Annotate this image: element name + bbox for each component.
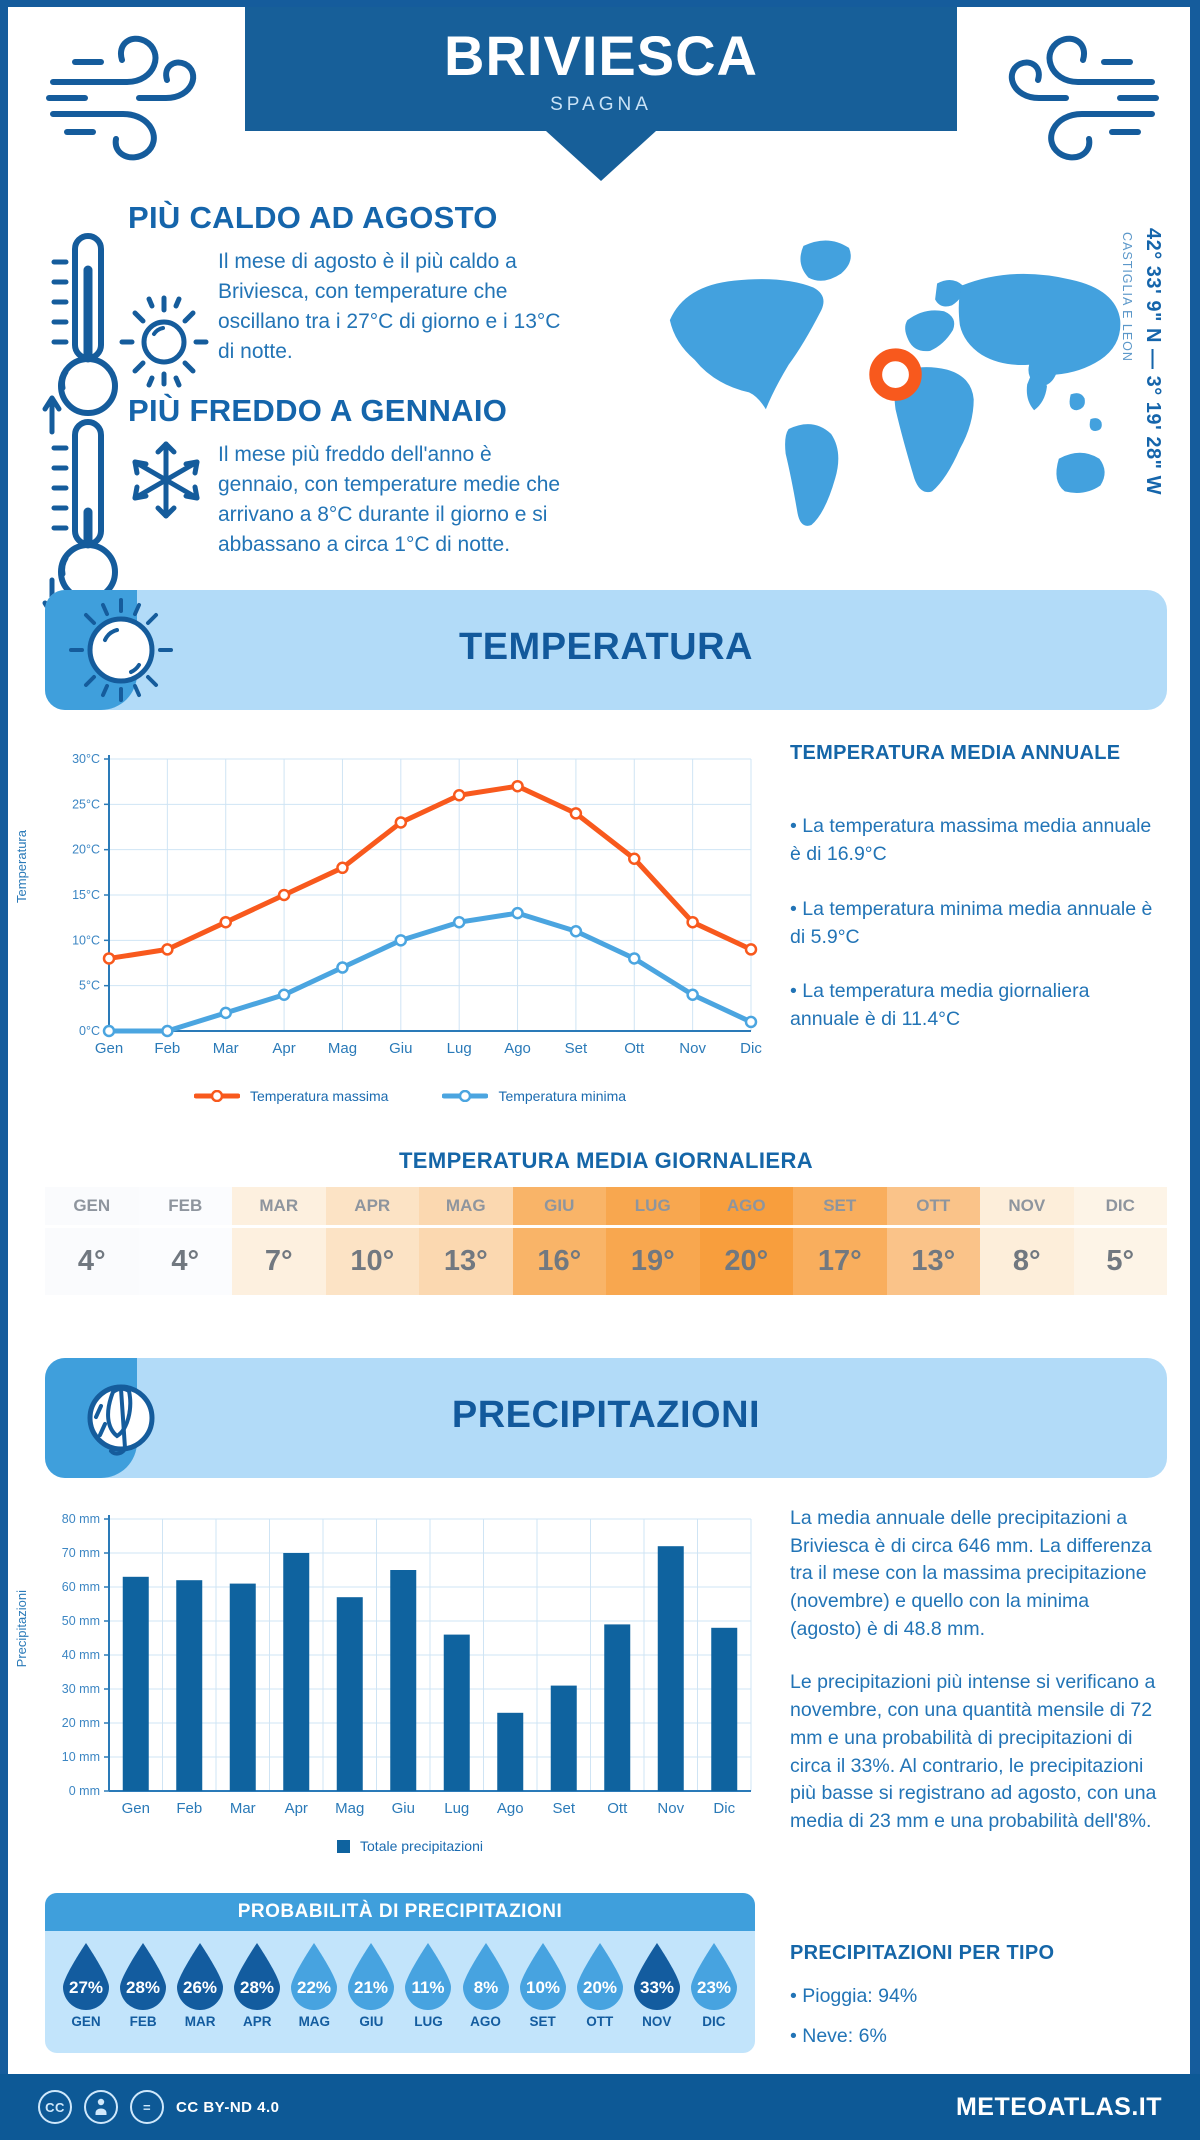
- daily-temp-column: [606, 1187, 700, 1295]
- bullet-item: • La temperatura massima media annuale è di 16.9°C: [790, 815, 1152, 866]
- svg-text:Gen: Gen: [94, 1040, 124, 1057]
- svg-text:Ago: Ago: [496, 1800, 524, 1817]
- month-label: DIC: [1074, 1187, 1168, 1225]
- bullet-item: • La temperatura media giornaliera annuale è di 11.4°C: [790, 980, 1090, 1031]
- daily-temp-column: [45, 1187, 139, 1295]
- paragraph: Le precipitazioni più intense si verificano a novembre, con una quantità mensile di 72 mm e una probabilità di precipitazioni di circa il 33%. Al contrario, le precipitazioni più basse si registrano ad agosto, con una media di 23 mm e una probabilità dell'8%.: [790, 1671, 1157, 1832]
- temperature-chart: [55, 745, 765, 1075]
- svg-text:Apr: Apr: [272, 1040, 296, 1057]
- wind-icon: [985, 22, 1170, 187]
- footer-site-link[interactable]: METEOATLAS.IT: [955, 2092, 1162, 2121]
- droplet-month-label: OTT: [586, 2014, 614, 2029]
- month-label: SET: [793, 1187, 887, 1225]
- droplet-icon: [59, 1941, 113, 2011]
- svg-text:60 mm: 60 mm: [61, 1580, 100, 1594]
- daily-temperature-title: TEMPERATURA MEDIA GIORNALIERA: [398, 1148, 814, 1173]
- svg-text:33%: 33%: [639, 1978, 674, 1997]
- daily-temperature-table: [45, 1187, 1167, 1295]
- svg-text:22%: 22%: [297, 1978, 332, 1997]
- daily-temp-column: [887, 1187, 981, 1295]
- daily-temp-column: [980, 1187, 1074, 1295]
- month-label: OTT: [887, 1187, 981, 1225]
- probability-droplet: [116, 1941, 170, 2029]
- annual-temperature-bullets: [790, 812, 1162, 1060]
- page-subtitle: SPAGNA: [550, 94, 652, 115]
- probability-droplet: [459, 1941, 513, 2029]
- region-label: CASTIGLIA E LEON: [1120, 232, 1134, 362]
- bullet-item: • La temperatura minima media annuale è di 5.9°C: [790, 897, 1153, 948]
- annual-temperature-title: TEMPERATURA MEDIA ANNUALE: [790, 742, 1121, 764]
- license-label: CC BY-ND 4.0: [176, 2098, 280, 2116]
- precipitation-type-item: • Neve: 6%: [790, 2025, 887, 2048]
- temperature-value: 19°: [606, 1228, 700, 1295]
- month-label: MAR: [232, 1187, 326, 1225]
- precipitation-chart: [55, 1505, 765, 1835]
- precipitation-description: [790, 1505, 1162, 1862]
- daily-temp-column: [419, 1187, 513, 1295]
- droplet-icon: [344, 1941, 398, 2011]
- month-label: GEN: [45, 1187, 139, 1225]
- footer: [0, 2074, 1200, 2140]
- droplet-icon: [630, 1941, 684, 2011]
- svg-text:Ott: Ott: [624, 1040, 645, 1057]
- warmest-month-title: PIÙ CALDO AD AGOSTO: [128, 200, 498, 235]
- coldest-month-text: Il mese più freddo dell'anno è gennaio, con temperature medie che arrivano a 8°C durante il giorno e si abbassano a circa 1°C di notte.: [218, 443, 561, 557]
- daily-temp-column: [139, 1187, 233, 1295]
- svg-text:5°C: 5°C: [79, 978, 100, 993]
- month-label: AGO: [700, 1187, 794, 1225]
- probability-droplet: [230, 1941, 284, 2029]
- line-chart-ylabel: Temperatura: [14, 830, 29, 903]
- svg-text:8%: 8%: [473, 1978, 498, 1997]
- temperature-value: 13°: [887, 1228, 981, 1295]
- precipitation-types-list: [790, 1982, 1162, 2063]
- svg-text:0°C: 0°C: [79, 1024, 100, 1038]
- droplet-month-label: APR: [242, 2014, 272, 2029]
- svg-text:10%: 10%: [525, 1978, 560, 1997]
- svg-text:Mar: Mar: [212, 1040, 239, 1057]
- droplet-month-label: DIC: [702, 2014, 726, 2029]
- droplet-month-label: GEN: [71, 2014, 101, 2029]
- svg-text:70 mm: 70 mm: [61, 1546, 100, 1560]
- svg-text:15°C: 15°C: [72, 888, 100, 902]
- header-ribbon-point: [546, 131, 656, 181]
- svg-text:Feb: Feb: [154, 1040, 181, 1057]
- droplet-icon: [287, 1941, 341, 2011]
- warmest-month-text: Il mese di agosto è il più caldo a Briviesca, con temperature che oscillano tra i 27°C di giorno e i 13°C di notte.: [218, 250, 561, 364]
- svg-text:Lug: Lug: [444, 1800, 470, 1817]
- precipitation-probability-title: PROBABILITÀ DI PRECIPITAZIONI: [45, 1893, 755, 1931]
- probability-droplets: [45, 1931, 755, 2029]
- probability-droplet: [516, 1941, 570, 2029]
- month-label: LUG: [606, 1187, 700, 1225]
- svg-text:Set: Set: [552, 1800, 576, 1817]
- page-frame-left: [0, 0, 8, 2140]
- precipitation-chart-legend: [55, 1838, 765, 1854]
- svg-text:Ago: Ago: [504, 1040, 531, 1057]
- daily-temp-column: [513, 1187, 607, 1295]
- temperature-value: 13°: [419, 1228, 513, 1295]
- svg-text:Mag: Mag: [327, 1040, 358, 1057]
- attribution-person-icon: [84, 2090, 118, 2124]
- wind-icon: [35, 22, 220, 187]
- droplet-month-label: FEB: [129, 2014, 157, 2029]
- probability-droplet: [630, 1941, 684, 2029]
- droplet-month-label: GIU: [359, 2014, 384, 2029]
- svg-text:20%: 20%: [582, 1978, 617, 1997]
- droplet-month-label: NOV: [642, 2014, 672, 2029]
- location-marker: [876, 355, 916, 395]
- month-label: FEB: [139, 1187, 233, 1225]
- svg-text:Mar: Mar: [229, 1800, 256, 1817]
- svg-text:Giu: Giu: [389, 1040, 413, 1057]
- svg-text:28%: 28%: [126, 1978, 161, 1997]
- droplet-month-label: LUG: [414, 2014, 443, 2029]
- precipitation-types-title: PRECIPITAZIONI PER TIPO: [790, 1942, 1055, 1964]
- svg-text:50 mm: 50 mm: [61, 1614, 100, 1628]
- droplet-icon: [173, 1941, 227, 2011]
- temperature-value: 17°: [793, 1228, 887, 1295]
- svg-text:20°C: 20°C: [72, 842, 100, 857]
- daily-temp-column: [1074, 1187, 1168, 1295]
- coordinates-label: 42° 33' 9" N — 3° 19' 28" W: [1142, 228, 1164, 495]
- daily-temp-column: [232, 1187, 326, 1295]
- probability-droplet: [344, 1941, 398, 2029]
- temperature-value: 7°: [232, 1228, 326, 1295]
- month-label: APR: [326, 1187, 420, 1225]
- month-label: NOV: [980, 1187, 1074, 1225]
- droplet-month-label: MAG: [298, 2014, 331, 2029]
- header-ribbon: [245, 7, 957, 131]
- svg-text:Nov: Nov: [679, 1040, 706, 1057]
- precipitation-probability-box: [45, 1893, 755, 2053]
- page-frame-right: [1190, 0, 1200, 2140]
- precipitation-section-banner: [45, 1358, 1167, 1478]
- bar-chart-ylabel: Precipitazioni: [14, 1590, 29, 1668]
- probability-droplet: [59, 1941, 113, 2029]
- month-label: MAG: [419, 1187, 513, 1225]
- temperature-value: 8°: [980, 1228, 1074, 1295]
- temperature-section-title: TEMPERATURA: [458, 626, 753, 668]
- svg-text:25°C: 25°C: [72, 797, 100, 812]
- temperature-value: 4°: [45, 1228, 139, 1295]
- svg-text:0 mm: 0 mm: [68, 1784, 100, 1798]
- svg-text:Apr: Apr: [284, 1800, 308, 1817]
- temperature-value: 20°: [700, 1228, 794, 1295]
- svg-text:Ott: Ott: [607, 1800, 628, 1817]
- droplet-month-label: MAR: [184, 2014, 216, 2029]
- paragraph: La media annuale delle precipitazioni a Briviesca è di circa 646 mm. La differenza tra il mese con la massima precipitazione (novembre) e quello con la minima (agosto) è di 48.8 mm.: [790, 1507, 1152, 1640]
- droplet-icon: [516, 1941, 570, 2011]
- svg-text:Dic: Dic: [740, 1040, 762, 1057]
- svg-text:Feb: Feb: [176, 1800, 203, 1817]
- legend-item: Totale precipitazioni: [337, 1838, 483, 1854]
- droplet-icon: [573, 1941, 627, 2011]
- droplet-icon: [401, 1941, 455, 2011]
- daily-temp-column: [700, 1187, 794, 1295]
- temperature-value: 5°: [1074, 1228, 1168, 1295]
- month-label: GIU: [513, 1187, 607, 1225]
- svg-text:10°C: 10°C: [72, 933, 100, 948]
- droplet-icon: [687, 1941, 741, 2011]
- svg-text:21%: 21%: [354, 1978, 389, 1997]
- coldest-month-title: PIÙ FREDDO A GENNAIO: [128, 393, 508, 428]
- license-badge[interactable]: [38, 2090, 280, 2124]
- svg-text:30 mm: 30 mm: [61, 1682, 100, 1696]
- world-map: [655, 222, 1140, 547]
- daily-temp-column: [326, 1187, 420, 1295]
- svg-text:23%: 23%: [696, 1978, 731, 1997]
- probability-droplet: [687, 1941, 741, 2029]
- legend-item: Temperatura minima: [442, 1088, 626, 1104]
- droplet-month-label: AGO: [470, 2014, 501, 2029]
- svg-text:11%: 11%: [411, 1978, 446, 1997]
- temperature-value: 16°: [513, 1228, 607, 1295]
- daily-temp-column: [793, 1187, 887, 1295]
- probability-droplet: [573, 1941, 627, 2029]
- temperature-section-banner: [45, 590, 1167, 710]
- page-title: BRIVIESCA: [444, 24, 758, 87]
- svg-text:10 mm: 10 mm: [61, 1750, 100, 1764]
- svg-text:Gen: Gen: [121, 1800, 150, 1817]
- droplet-icon: [230, 1941, 284, 2011]
- svg-text:27%: 27%: [68, 1978, 104, 1997]
- probability-droplet: [401, 1941, 455, 2029]
- temperature-value: 10°: [326, 1228, 420, 1295]
- svg-text:Set: Set: [564, 1040, 588, 1057]
- temperature-value: 4°: [139, 1228, 233, 1295]
- precipitation-section-title: PRECIPITAZIONI: [451, 1394, 761, 1436]
- sun-icon: [118, 292, 210, 388]
- svg-text:Giu: Giu: [391, 1800, 415, 1817]
- svg-text:20 mm: 20 mm: [61, 1716, 100, 1730]
- nd-icon: =: [130, 2090, 164, 2124]
- legend-item: Temperatura massima: [194, 1088, 389, 1104]
- svg-text:28%: 28%: [240, 1978, 275, 1997]
- snowflake-icon: [124, 438, 208, 522]
- precipitation-type-item: • Pioggia: 94%: [790, 1985, 918, 2007]
- page-frame-top: [0, 0, 1200, 7]
- svg-text:30°C: 30°C: [72, 752, 100, 766]
- thermometer-hot-icon: [42, 226, 122, 438]
- svg-text:Dic: Dic: [713, 1800, 736, 1817]
- probability-droplet: [173, 1941, 227, 2029]
- cc-icon: CC: [38, 2090, 72, 2124]
- droplet-icon: [459, 1941, 513, 2011]
- svg-text:Lug: Lug: [446, 1040, 472, 1057]
- temperature-chart-legend: [55, 1088, 765, 1104]
- svg-text:Mag: Mag: [335, 1800, 365, 1817]
- droplet-month-label: SET: [529, 2014, 556, 2029]
- droplet-icon: [116, 1941, 170, 2011]
- svg-text:26%: 26%: [183, 1978, 218, 1997]
- svg-text:40 mm: 40 mm: [61, 1648, 100, 1662]
- svg-text:80 mm: 80 mm: [61, 1512, 100, 1526]
- svg-text:Nov: Nov: [657, 1800, 685, 1817]
- probability-droplet: [287, 1941, 341, 2029]
